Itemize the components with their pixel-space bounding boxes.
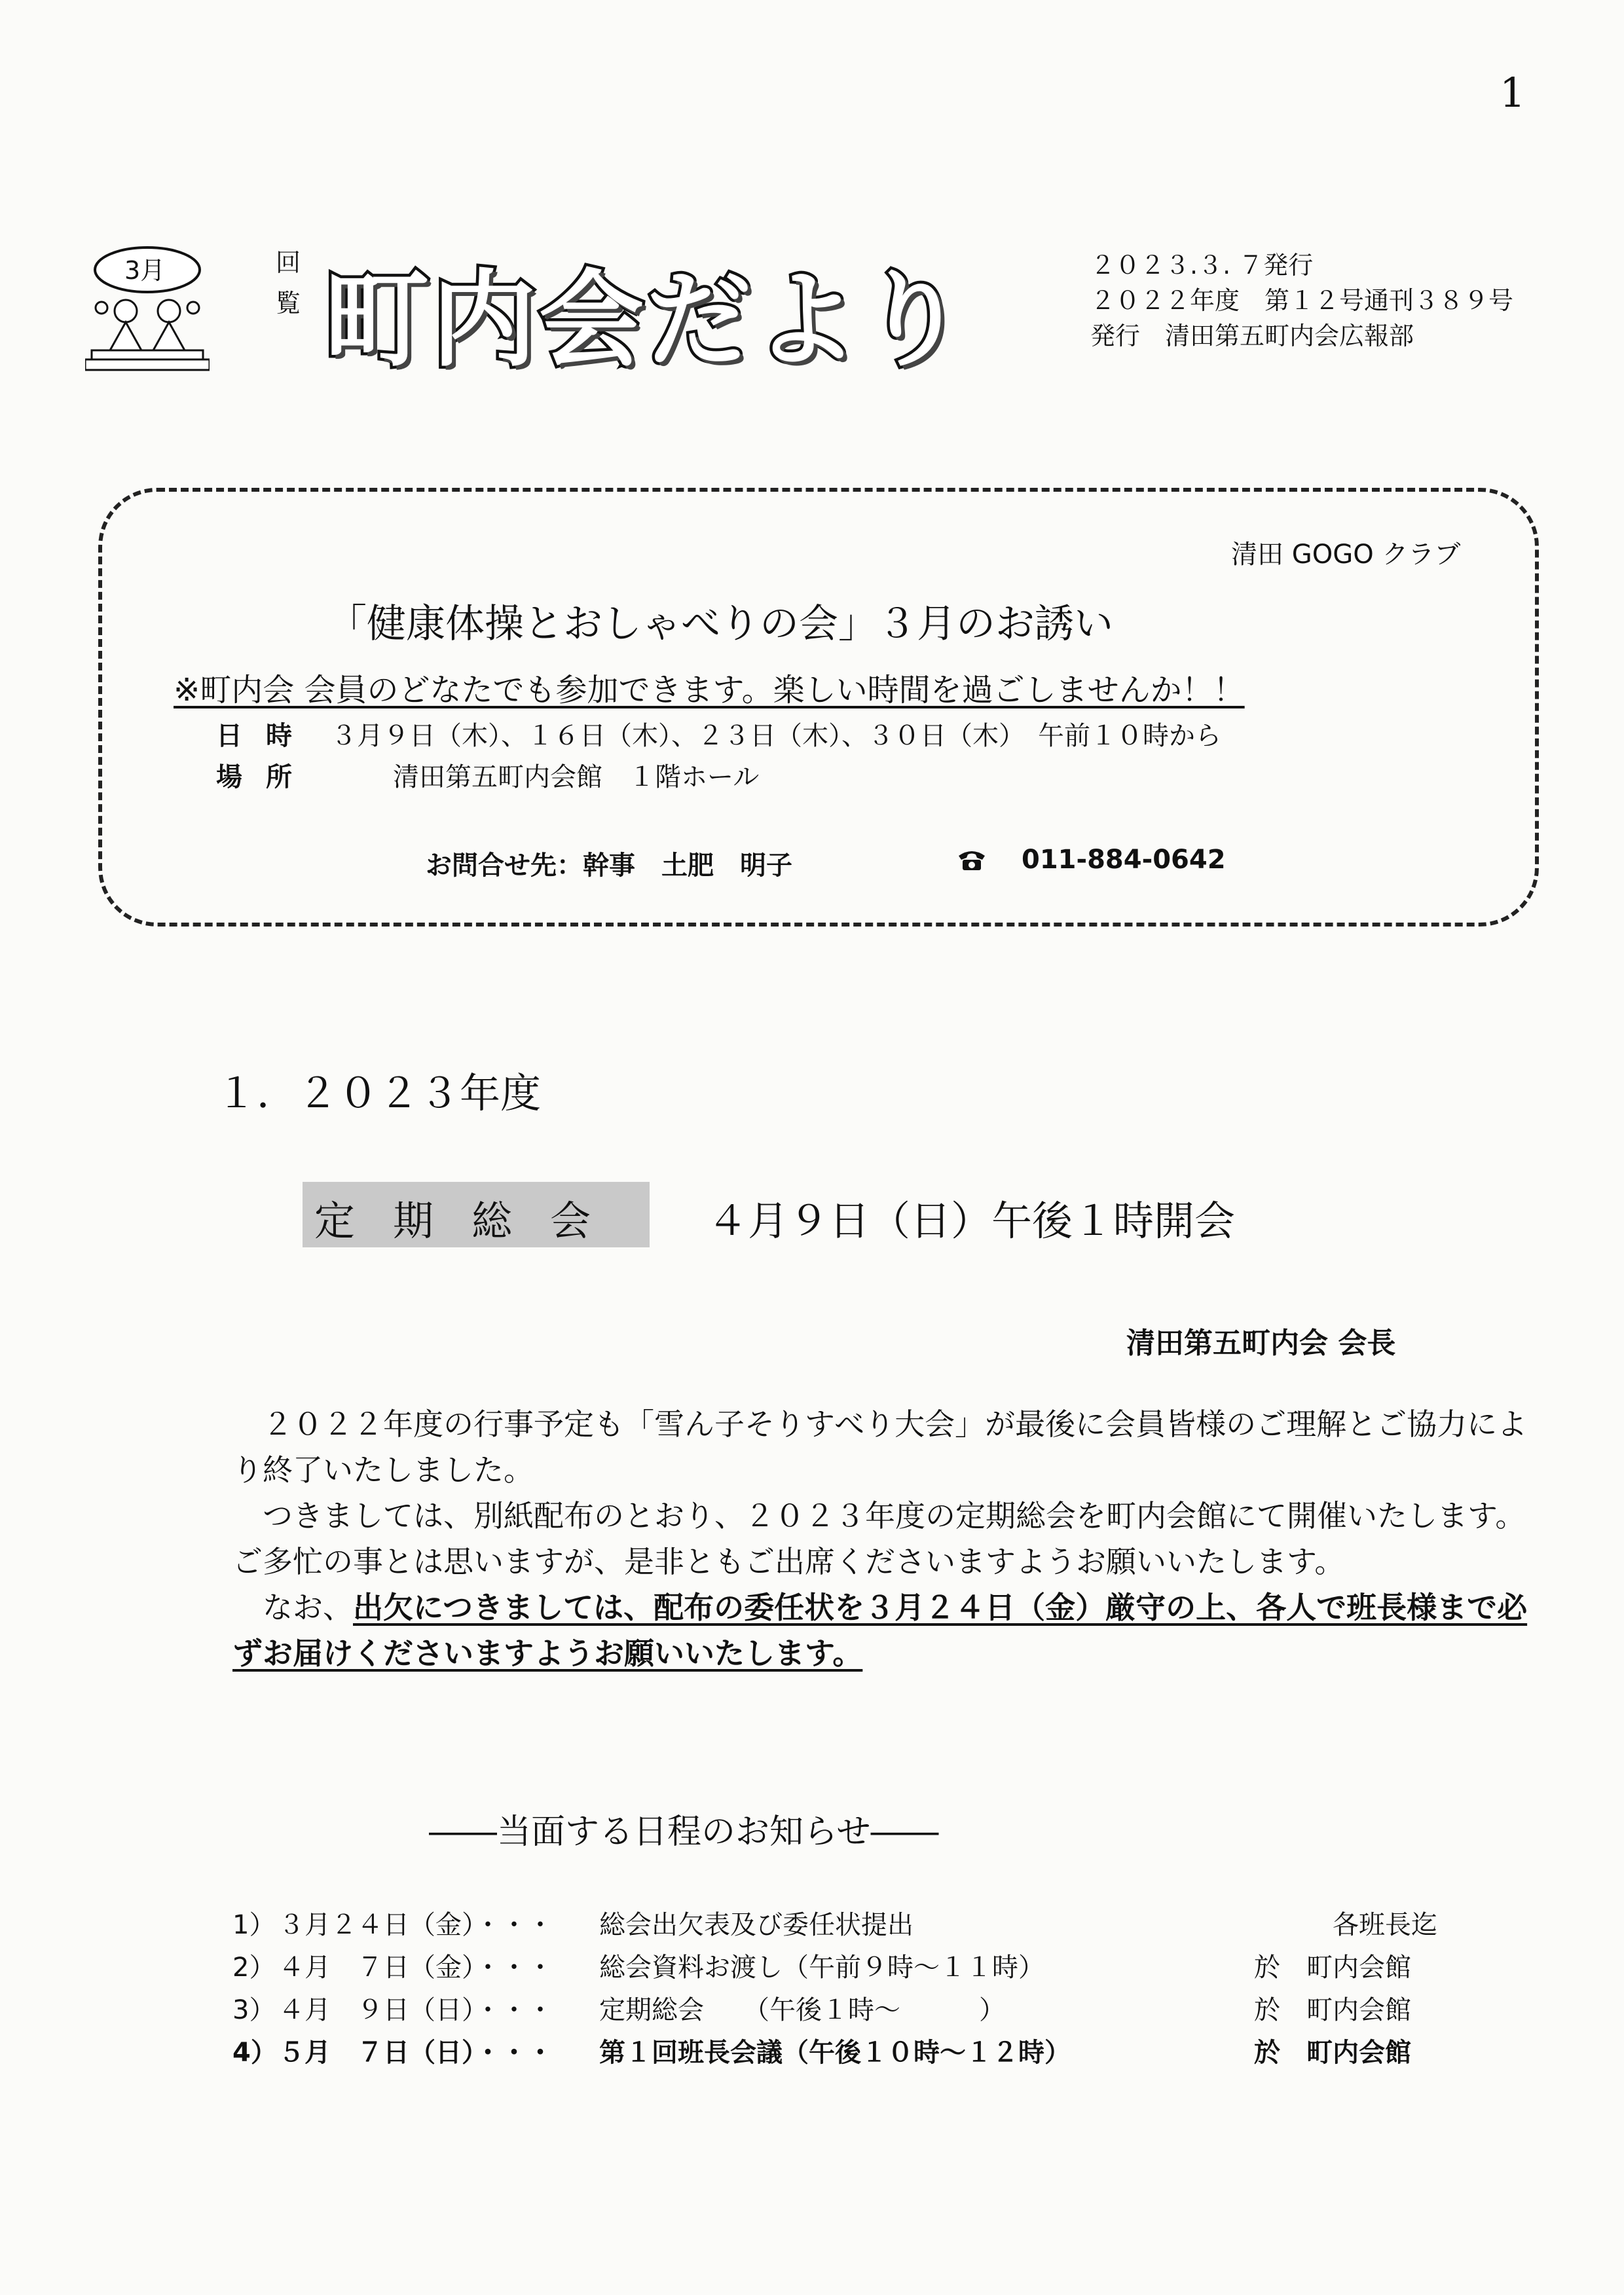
kairan-mark (275, 242, 301, 323)
phone-icon (956, 847, 987, 872)
paragraph-2: つきましては、別紙配布のとおり、２０２３年度の定期総会を町内会館にて開催いたします。ご多忙の事とは思いますが、是非ともご出席くださいますようお願いいたします。 (232, 1498, 1526, 1579)
schedule-event: 総会資料お渡し（午前９時～１１時） (599, 1953, 1044, 1983)
signature: 清田第五町内会 会長 (1126, 1327, 1396, 1360)
kairan-char-1: 回 (275, 248, 301, 277)
datetime-label: 日時 (216, 721, 316, 751)
schedule-place: 於 町内会館 (1254, 2038, 1411, 2068)
paragraph-3-underlined: 出欠につきましては、配布の委任状を３月２４日（金）厳守の上、各人で班長様まで必ずお届けくださいますようお願いいたします。 (232, 1590, 1528, 1671)
kairan-char-2: 覧 (275, 289, 301, 318)
schedule-num: 3） (232, 1995, 276, 2025)
issue-date: ２０２３.３. ７発行 (1090, 251, 1314, 280)
meeting-label: 定期総会 (314, 1197, 629, 1245)
place-label: 場所 (216, 762, 316, 792)
schedule-heading: ――当面する日程のお知らせ―― (429, 1812, 939, 1852)
schedule-date: ４月 ９日（日）・・・ (278, 1995, 553, 2025)
schedule-date: ４月 ７日（金）・・・ (278, 1953, 553, 1983)
schedule-num: 2） (232, 1953, 276, 1983)
logo-month: 3月 (124, 256, 166, 285)
invitation-note: ※町内会 会員のどなたでも参加できます。楽しい時間を過ごしませんか！！ (174, 672, 1245, 708)
meeting-date: ４月９日（日）午後１時開会 (707, 1197, 1236, 1245)
body-paragraphs (232, 1401, 1536, 1676)
schedule-row (232, 1904, 1464, 1941)
schedule-place: 於 町内会館 (1254, 1953, 1411, 1983)
issue-info (1090, 248, 1513, 354)
page-number: 1 (1500, 69, 1526, 117)
schedule-place: 各班長迄 (1254, 1910, 1437, 1940)
issue-number: ２０２２年度 第１２号通刊３８９号 (1090, 286, 1514, 315)
schedule-event: 第１回班長会議（午後１０時～１２時） (599, 2038, 1071, 2068)
section-heading: １．２０２３年度 (216, 1069, 542, 1117)
schedule-row (232, 2032, 1464, 2068)
datetime-value: ３月９日（木）、１６日（木）、２３日（木）、３０日（木） 午前１０時から (331, 721, 1221, 751)
schedule-num: 1） (232, 1910, 276, 1940)
place-value: 清田第五町内会館 １階ホール (393, 762, 760, 792)
hina-doll-logo (85, 242, 210, 373)
schedule-date: ３月２４日（金）・・・ (278, 1910, 553, 1940)
schedule-place: 於 町内会館 (1254, 1995, 1411, 2025)
paragraph-1: ２０２２年度の行事予定も「雪ん子そりすべり大会」が最後に会員皆様のご理解とご協力により終了いたしました。 (232, 1406, 1528, 1488)
contact-person: お問合せ先：幹事 土肥 明子 (426, 851, 792, 881)
publisher: 発行 清田第五町内会広報部 (1090, 321, 1414, 350)
schedule-row (232, 1947, 1464, 1983)
schedule-event: 定期総会 （午後１時～ ） (599, 1995, 1005, 2025)
schedule-event: 総会出欠表及び委任状提出 (599, 1910, 913, 1940)
paragraph-3 (232, 1585, 1536, 1676)
schedule-num: 4） (232, 2038, 277, 2068)
invitation-title: 「健康体操とおしゃべりの会」３月のお誘い (327, 601, 1113, 647)
newsletter-title: 町内会だより (324, 259, 969, 381)
club-name: 清田 GOGO クラブ (1231, 540, 1461, 570)
phone-number: 011-884-0642 (1022, 845, 1226, 875)
schedule-date: ５月 ７日（日）・・・ (278, 2038, 553, 2068)
paragraph-3-lead: なお、 (232, 1590, 353, 1625)
schedule-row (232, 1989, 1464, 2026)
